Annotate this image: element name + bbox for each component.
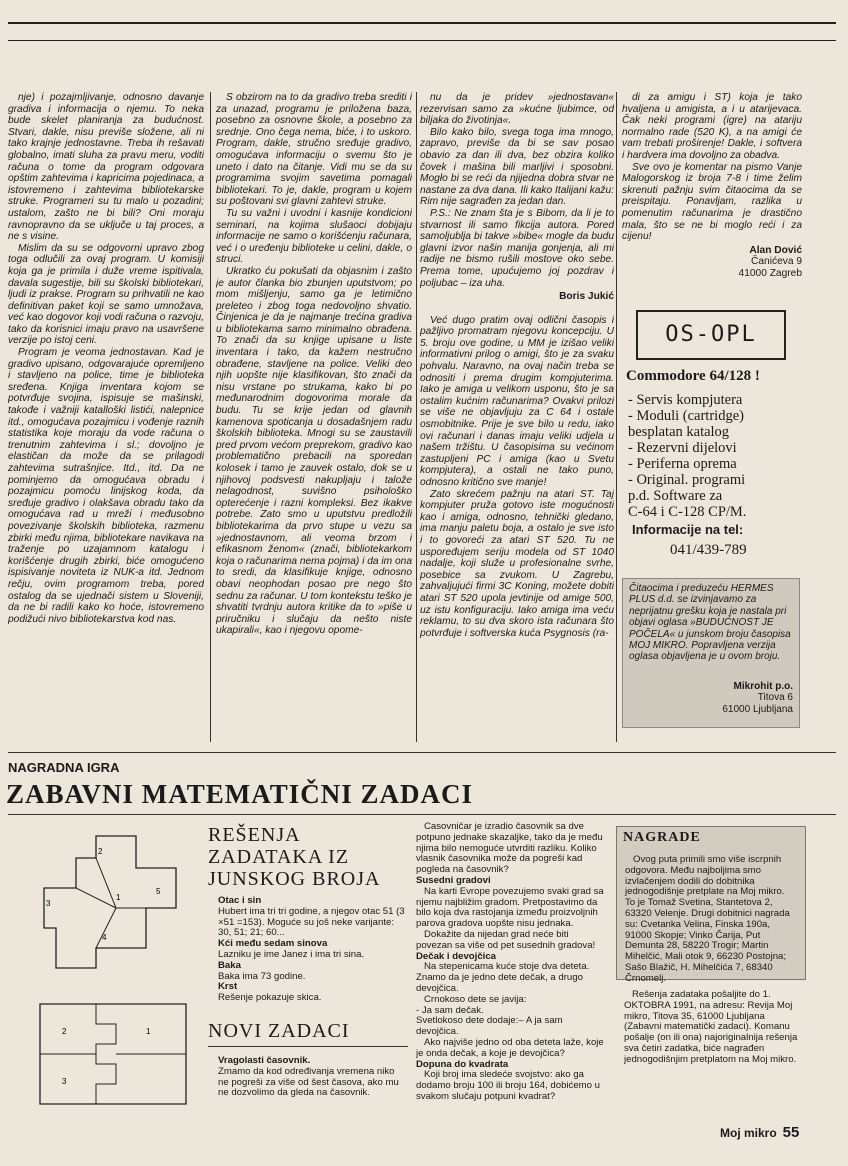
paragraph: di za amigu i ST) koja je tako hvaljena u amigista, a i u atarijevaca. Čak neki programi (igre) na atariju normalno rade (520 K), a na amigi će vam trebati proširenje! Dakle, i softvera i hardvera ima dovoljno za obadva. [622,92,802,161]
ad-service-item: - Periferna oprema [628,456,737,472]
ad-service-item: - Moduli (cartridge) [628,408,744,424]
new-puzzle-1 [218,1056,406,1136]
ad-logo [636,310,786,360]
ad-title: Commodore 64/128 ! [626,368,760,384]
ad-services-list [628,392,746,520]
puzzle-text: Crnokoso dete se javija: - Ja sam dečak. Svetlokoso dete dodaje:– A ja sam devojčica. [416,993,563,1038]
headline-underline [8,814,836,815]
new-puzzles-heading: NOVI ZADACI [208,1020,350,1042]
ad-phone: 041/439-789 [670,542,747,558]
puzzle-text: Na stepenicama kuće stoje dva deteta. Znamo da je jedno dete dečak, a drugo devojčica. [416,961,590,994]
puzzle-text: Ako najviše jedno od oba deteta laže, koje je onda dečak, a koje je devojčica? [416,1036,604,1059]
apology-notice [622,578,800,728]
article-column-4 [622,92,802,302]
paragraph: Tu su važni i uvodni i kasnije kondicioni seminari, na kojima slušaoci dobijaju informacije ne samo o korišćenju računara, već i o uređenju biblioteke u celini, dakle, o struci. [216,207,412,266]
paragraph: Bilo kako bilo, svega toga ima mnogo, zapravo, previše da bi se sav posao obavio za dan ili dva, bez obzira koliko čovek i mašina bili marljivi i sposobni. Mogło bi se reći da njijedna dobra stvar ne nastane za dva dana. Ili kako Italijani kažu: Rim nije sagrađen za jedan dan. [420,126,614,208]
puzzle-text: Časovničar je izradio časovnik sa dve potpuno jednake skazaljke, tako da je među njima bilo nemoguće utvrditi razliku. Koliko vlasnik časovnika može da pogreši kad pogleda na časovnik? [416,822,603,876]
solution-text: Baka ima 73 godine. [218,970,306,982]
notice-address-city: 61000 Ljubljana [722,703,793,715]
puzzle-label: 4 [102,933,107,942]
paragraph: nje) i pozajmljivanje, odnosno davanje gradiva i informacija o njemu. To neka bude skelet planiranja za budućnost. Stvari, dakle, nisu previše složene, ali ni tako krajnje jednostavne. Treba ih rešavati globalno, imati sluha za pravu meru, voditi računa o tome da program odgovara opštim zahtevima i kapricima pojedinaca, a istovremeno i zahtevima bibliotekarske struke. Programeri su tu malo u pozadini; ustalom, zašto ne bi bili? Oni moraju ravnopravno da se uključe u taj proces, a ne s visine. [8,92,204,243]
ad-service-item: - Original. programi [628,472,746,488]
solutions-heading: REŠENJA ZADATAKA IZ JUNSKOG BROJA [208,824,381,890]
paragraph: Sve ovo je komentar na pismo Vanje Malogorskog iz broja 7-8 i time želim skrenuti pažnju svim čitaocima da se preispitaju. Ponavljam, razlika u pomenutim računarima je drastično mala, što se ne bi moglo reći i za cijenu! [622,161,802,243]
prizes-title: NAGRADE [623,830,701,845]
author-signature: Alan Dović [749,244,802,256]
new-puzzle-title: Vragolasti časovnik. [218,1056,311,1066]
paragraph: Program je veoma jednostavan. Kad je gradivo upisano, odgovarajuće opremljeno i stavljeno na police, time je biblioteka sređena. Knjiga inventara kojom se potvrđuje svojina, ispisuje se mašinski, takođe i važniji katalloški listići, nalepnice itd., omogućava pozajmicu i vođenje raznih statistika koje moraju da vode računa o trenutnim zahtevima i sl.; dovoljno je elastičan da može da se prilagodi zahtevima sutrašnjice. Itd., itd. Da ne pominjemo da omogućava obradu i pozajmicu pomoću linijskog koda, da sređuje gradivo i olakšava obradu tako da omogućava rad u mreži i međusobno povezivanje školskih biblioteka, razmenu zbirki među njima, bibliotekare navikava na traženje po uzajamnom katalogu i korišćenje drugih zbirki, biće omogućeno ispisivanje noviteta iz NUK-a itd. Jednom rečju, ovim programom treba, pored ostalog da se ujednači sistem u Sloveniji, da ne bi radili kako ko hoće, istovremeno podižući nivo bibliotekarstva kod nas. [8,347,204,625]
article-column-1 [8,92,204,742]
puzzle-label: 5 [156,887,161,896]
solution-text: Hubert ima tri tri godine, a njegov otac 51 (3 ×51 =153). Moguće su još neke varijante: 30, 51; 21; 60... [218,905,405,939]
column-divider [210,92,211,742]
ad-service-item: p.d. Software za [628,488,723,504]
puzzle-text: Na karti Evrope povezujemo svaki grad sa njemu najbližim gradom. Pretpostavimo da bilo koja dva rastojanja između proizvoljnih parova gradova uopšte nisu jednaka. [416,885,604,930]
section-divider [8,752,836,753]
magazine-name: Moj mikro [720,1126,777,1140]
puzzle-label: 1 [116,893,121,902]
ad-service-item: besplatan katalog [628,424,730,440]
article-column-2 [216,92,412,742]
paragraph: P.S.: Ne znam šta je s Bibom, da li je to stvarnost ili samo fikcija autora. Pored samoljublja bi takve »bibe« mogle da budu glavni izvor našin manija gonjenja, ali mi radije ne bismo rušili mostove oko sebe. Prema tome, upućujemo joj pozdrav i poljubac – iza uha. [420,207,614,289]
solution-title: Baka [218,959,241,971]
puzzle-label: 3 [46,899,51,908]
column-divider [616,92,617,742]
puzzle-label: 2 [62,1027,67,1036]
page-footer [720,1124,799,1141]
ad-service-item: - Rezervni dijelovi [628,440,737,456]
solution-title: Kći među sedam sinova [218,938,328,950]
notice-text: Čitaocima i preduzeću HERMES PLUS d.d. se izvinjavamo za neprijatnu grešku koja je nastala pri objavi oglasa »BUDUĆNOST JE POČELA« u junskom broju časopisa MOJ MIKRO. Popravljena verzija oglasa objavljena je u ovom broju. [629,583,791,663]
solution-title: Otac i sin [218,896,262,906]
prizes-box [616,826,806,984]
paragraph: Ukratko ću pokušati da objasnim i zašto je autor članka bio zbunjen uputstvom; po mom mišljenju, samo ga je letimično preleteo i zbog toga nedovoljno shvatio. Činjenica je da je najmanje trećina gradiva u bibliotekama samo minimalno obrađena. To znači da su knjige upisane u liste inventara i tako, da kažem nestručno obrađene, stavljene na police. Veliki deo njih uopšte nije klasifikovan, što znači da nisu vrstane po strukama, kako bi po međunarodnim dogovorima morale da budu. Tu se krije jedan od glavnih kamenova spoticanja u dosadašnjem radu školskih biblioteka. Mnogi su se zaustavili pred prvom većom preprekom, gradivo kao problematično prebacili na sporedan kolosek i tamo je zauvek ostalo, dok se u njihovoj podsvesti nakupljaju i talože nelagodnost, suvišno psihološko opterećenje i razni kompleksi. Bez ikakve potrebe. Zato smo u uputstvu predložili bibliotekarima da prvo stupe u vezu sa »jednostavnom, ali veoma brzom i efikasnom ženom« (znači, bibliotekarkom koja o računarima nema pojma) i da im ona to sredi, da klasifikuje knjige, odnosno obavi neophodan posao pre nego što sednu za računar. U tom kontekstu teško je shvatiti tvrdnju autora kritike da to »piše u priručniku i slučaju da nešto niste ukapirali«, kao i njegovu opome- [216,265,412,637]
ad-service-item: C-64 i C-128 CP/M. [628,504,747,520]
page-headline: ZABAVNI MATEMATIČNI ZADACI [6,779,474,809]
paragraph: nu da je pridev »jednostavan« rezervisan samo za »kućne ljubimce, od biljaka do životinja«. [420,92,614,127]
prizes-instructions [624,990,804,1110]
column-divider [416,92,417,742]
section-label: NAGRADNA IGRA [8,760,120,775]
puzzle-text: Dokažite da nijedan grad neće biti povezan sa više od pet susednih gradova! [416,928,596,951]
puzzle-label: 1 [146,1027,151,1036]
ad-service-item: - Servis kompjutera [628,392,743,408]
author-signature: Boris Jukić [559,291,614,303]
notice-signature: Mikrohit p.o. [733,680,793,692]
puzzle-label: 2 [98,847,103,856]
new-puzzles-underline [208,1046,408,1047]
ad-logo-text: OS-OPL [665,322,757,347]
notice-address-street: Titova 6 [757,692,793,704]
puzzles-column [416,822,606,1122]
solution-text: Rešenje pokazuje skica. [218,992,322,1004]
paragraph: Već dugo pratim ovaj odlični časopis i pažljivo promatram njegovu koncepciju. U 5. broju ove godine, u MM je izišao veliki informativni prilog o amigi, što je za svaku pohvalu. Naravno, na ovaj način treba se odnositi i prema drugim kompjuterima. Iako je amiga u velikom usponu, što je sa ostalim kućnim računarima? Ovakvi prilozi se više ne objavljuju za C 64 i ostale osmobitnike. Prije je sve bilo u redu, iako ovi računari i danas imaju veliki udjela u našem tržištu. U časopisima su većinom zastupljeni PC i amiga (kao u Svetu kompjutera), a ostali ne tako puno, odnosno kritično sve manje! [420,314,614,488]
puzzle-text: Koji broj ima sledeće svojstvo: ako ga dodamo broju 100 ili broju 164, dobićemo u svakom slučaju potpuni kvadrat? [416,1069,601,1102]
puzzle-label: 3 [62,1077,67,1086]
puzzle-title: Susedni gradovi [416,874,491,886]
article-column-3 [420,92,614,742]
solutions-list [218,896,406,1006]
top-rule-thin [8,40,836,41]
prizes-winners: Ovog puta primili smo više iscrpnih odgovora. Među najboljima smo izvlačenjem dodili do dobitnika jednogodišnje pretplate na Moj mikro. To je Tomaž Svetina, Stantetova 2, 63320 Velenje. Drugi dobitnici nagrada su: Cvetanka Velina, Finska 190a, 91000 Skopje; Vinko Čarija, Put Demunta 28, 58220 Trogir; Martin Mihelčić, Mali otok 9, 66230 Postojna; Sašo Blažič, H. Mihelčića 7, 68340 Črnomelj. [625,854,790,984]
new-puzzle-text: Zmamo da kod određivanja vremena niko ne pogreši za više od šest časova, ako mu ne dozvolimo da gleda na časovnik. [218,1065,399,1099]
paragraph: Zato skrećem pažnju na atari ST. Taj kompjuter pruža gotovo iste mogućnosti kao i amiga, odnosno, tehnički gledano, ima manju paletu boja, a ostalo je sve isto i to govoreći za atari ST 520. Tu ne uspoređujem seriju modela od ST 1040 nadalje, koji služe u profesionalne svrhe, posebice sa zvukom. U Zagrebu, zahvaljujući firmi 3C Koning, možete dobiti atari ST 520 upola jevtinije od amige 500, uz istu konfiguraciju. Iako amiga ima veću reklamu, to su dva skoro ista računara što potvrđuje i softverska kuća Psygnosis (ra- [420,488,614,639]
solution-title: Krst [218,981,238,993]
commodore-advertisement [622,302,800,572]
cross-puzzle-figure [36,828,196,978]
ad-info-label: Informacije na tel: [632,522,744,537]
square-puzzle-figure [36,1000,196,1110]
paragraph: S obzirom na to da gradivo treba srediti i za unazad, programu je priložena baza, posebno za osnovne škole, a posebno za srednje. Ono čega nema, biće, i to uskoro. Program, dakle, stručno sređuje gradivo, omogućava informaciju o svemu što je uneto i dato na čitanje. Vidi mu se da su programima svojim savetima pomagali bibliotekari. To je, dakle, program u kojem su poštovani svi glavni zahtevi struke. [216,92,412,208]
page-number: 55 [782,1124,800,1141]
prizes-deadline: Rešenja zadataka pošaljite do 1. OKTOBRA 1991, na adresu: Revija Moj mikro, Titova 35, 61000 Ljubljana (Zabavni matematički zadaci). Komanu pošalje (on ili ona) najoriginalnija rešenja sva četiri zadatka, biće nagrađen jednogodišnjim pretplatom na Moj mikro. [624,990,798,1065]
paragraph: Mislim da su se odgovorni upravo zbog toga odlučili za ovaj program. U komisiji koja ga je primila i duže vreme ispitivala, davala sugestije, bili su školski bibliotekari, ljudi iz prakse. Program su prihvatili ne kao definitivan paket koji se samo umnožava, već kao dogovor koji vodi računa o razvoju, tako da korisnici imaju pravo na usavršene verzije po istoj ceni. [8,242,204,347]
puzzle-title: Dopuna do kvadrata [416,1058,509,1070]
puzzle-title: Dečak i devojčica [416,950,496,962]
top-rule [8,22,836,24]
author-address-street: Čanićeva 9 [751,256,802,268]
solution-text: Lazniku je ime Janez i ima tri sina. [218,948,365,960]
author-address-city: 41000 Zagreb [738,267,802,279]
